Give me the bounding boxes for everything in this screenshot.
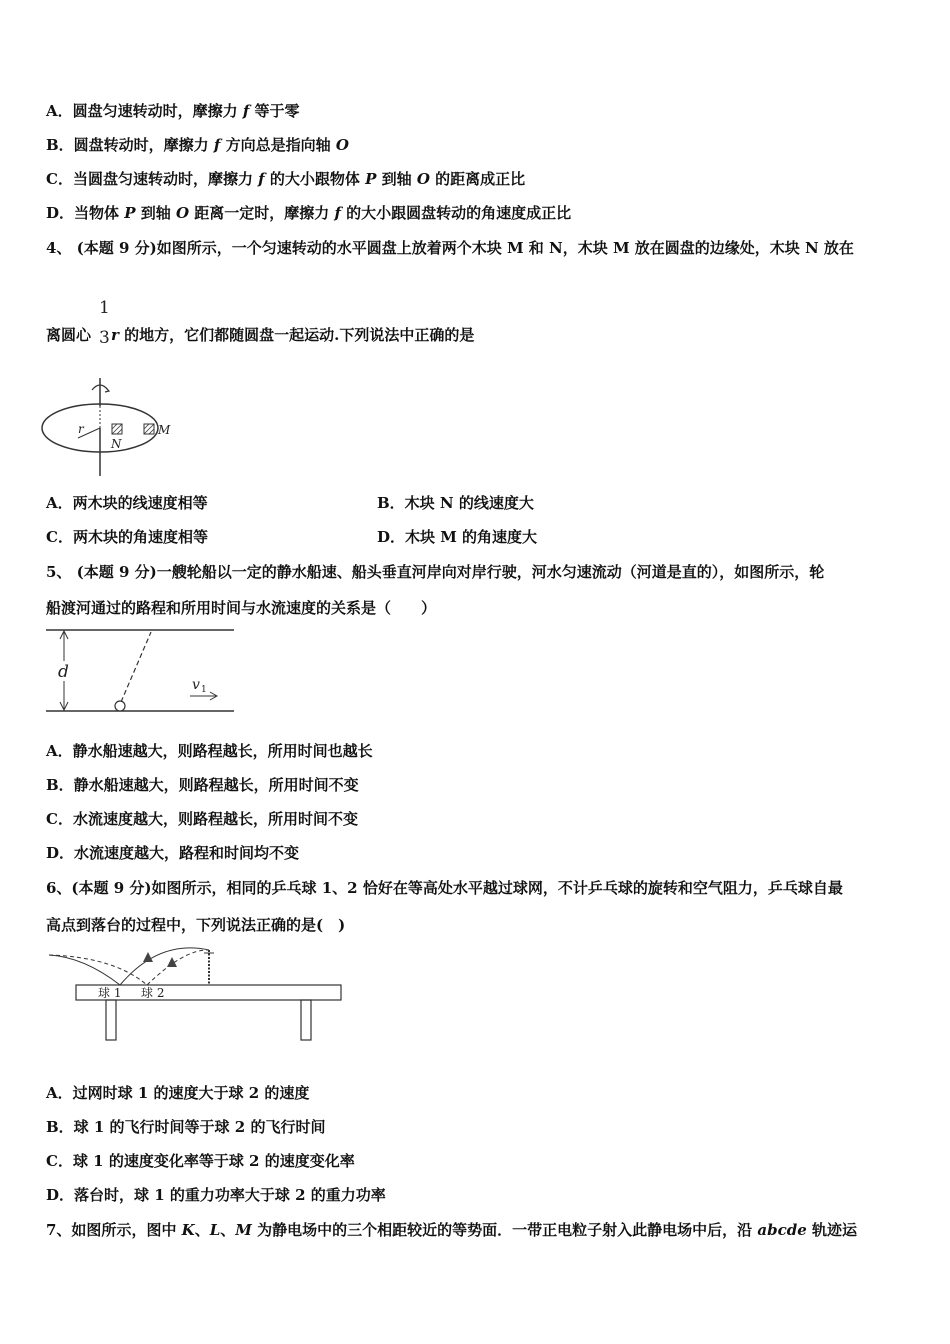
label-ball-2: 球 2 [141,986,165,1000]
q4-fraction-denominator: 3 [99,328,110,348]
boat-path [121,632,151,702]
q6-stem-line2: 高点到落台的过程中，下列说法正确的是( ) [46,916,346,934]
q4-option-b: B．木块 N 的线速度大 [377,494,534,512]
q4-stem-line1: 4、 (本题 9 分)如图所示，一个匀速转动的水平圆盘上放着两个木块 M 和 N，木块 M 放在圆盘的边缘处，木块 N 放在 [46,239,854,257]
q4-stem-line2: 离圆心 r 的地方，它们都随圆盘一起运动.下列说法中正确的是 [46,326,475,344]
table-leg-right [301,1000,311,1040]
q4-option-a: A．两木块的线速度相等 [46,494,208,512]
label-d: d [58,662,69,682]
q6-stem-line1: 6、(本题 9 分)如图所示，相同的乒乓球 1、2 恰好在等高处水平越过球网，不计乒乓球的旋转和空气阻力，乒乓球自最 [46,879,843,897]
q4-fraction-numerator: 1 [99,298,110,318]
q5-stem-line1: 5、 (本题 9 分)一艘轮船以一定的静水船速、船头垂直河岸向对岸行驶，河水匀速流动（河道是直的），如图所示，轮 [46,563,825,581]
boat [115,701,125,711]
label-m: M [158,423,171,437]
q6-table-tennis-figure [44,945,354,1045]
q4-option-d: D．木块 M 的角速度大 [377,528,538,546]
q5-option-c: C．水流速度越大，则路程越长，所用时间不变 [46,810,358,828]
q4-rotating-disc-figure [40,378,180,478]
label-v-subscript: 1 [201,685,207,695]
q5-stem-line2: 船渡河通过的路程和所用时间与水流速度的关系是（ ） [46,599,437,617]
q5-option-d: D．水流速度越大，路程和时间均不变 [46,844,300,862]
q5-option-a: A．静水船速越大，则路程越长，所用时间也越长 [46,742,373,760]
q3-option-c: C．当圆盘匀速转动时，摩擦力 f 的大小跟物体 P 到轴 O 的距离成正比 [46,170,526,188]
q6-option-d: D．落台时，球 1 的重力功率大于球 2 的重力功率 [46,1186,386,1204]
q3-option-d: D．当物体 P 到轴 O 距离一定时，摩擦力 f 的大小跟圆盘转动的角速度成正比 [46,204,572,222]
trajectory-ball-1-left [49,955,120,985]
q7-stem-line1: 7、如图所示，图中 K、L、M 为静电场中的三个相距较近的等势面．一带正电粒子射入此静电场中后，沿 abcde 轨迹运 [46,1221,857,1239]
q6-option-a: A．过网时球 1 的速度大于球 2 的速度 [46,1084,310,1102]
q6-option-b: B．球 1 的飞行时间等于球 2 的飞行时间 [46,1118,326,1136]
q5-river-figure [44,626,244,718]
q3-option-b: B．圆盘转动时，摩擦力 f 方向总是指向轴 O [46,136,349,154]
triangle-arrow-1 [143,952,153,962]
q6-option-c: C．球 1 的速度变化率等于球 2 的速度变化率 [46,1152,355,1170]
q5-option-b: B．静水船速越大，则路程越长，所用时间不变 [46,776,359,794]
label-n: N [111,437,122,451]
table-leg-left [106,1000,116,1040]
label-v: v [192,677,200,693]
q3-option-a: A．圆盘匀速转动时，摩擦力 f 等于零 [46,102,300,120]
label-r: r [78,422,84,436]
q4-option-c: C．两木块的角速度相等 [46,528,208,546]
label-ball-1: 球 1 [98,986,122,1000]
trajectory-ball-1-right [120,948,209,985]
